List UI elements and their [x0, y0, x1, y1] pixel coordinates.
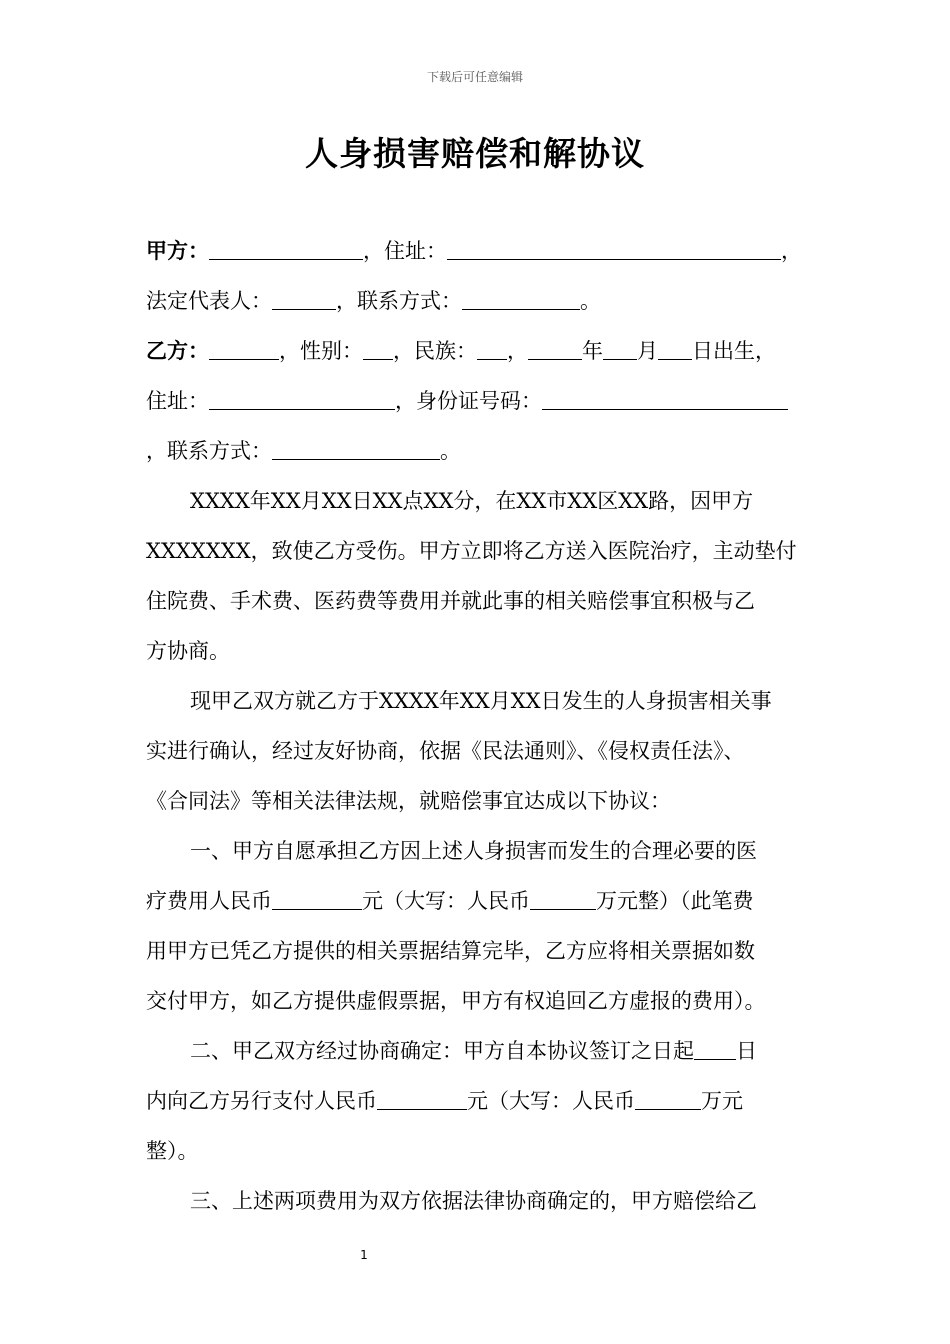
clause2-text: 元（大写：人民币 [467, 1089, 635, 1113]
party-a-rep-line [146, 286, 806, 316]
clause2-line [146, 1086, 806, 1116]
party-b-end: 。 [440, 439, 461, 463]
party-a-label: 甲方： [146, 239, 209, 263]
paragraph-line: 实进行确认，经过友好协商，依据《民法通则》、《侵权责任法》、 [146, 739, 745, 763]
rep-blank [272, 287, 336, 310]
amount-blank [272, 887, 362, 910]
party-b-contact-line [146, 436, 806, 466]
year-label: 年 [582, 339, 603, 363]
year-blank [528, 337, 582, 360]
clause3-line: 三、上述两项费用为双方依据法律协商确定的，甲方赔偿给乙 [190, 1189, 757, 1213]
amount-blank [377, 1087, 467, 1110]
clause2-text: 万元 [701, 1089, 743, 1113]
clause1-text: 元（大写：人民币 [362, 889, 530, 913]
clause2-text: 二、甲乙双方经过协商确定：甲方自本协议签订之日起 [190, 1039, 694, 1063]
clause1-line: 用甲方已凭乙方提供的相关票据结算完毕，乙方应将相关票据如数 [146, 939, 755, 963]
id-blank [542, 387, 788, 410]
clause1-text: 万元整）（此笔费 [596, 889, 754, 913]
party-a-tail: ， [781, 239, 802, 263]
day-born-label: 日出生， [692, 339, 776, 363]
clause1-line [146, 886, 806, 916]
clause2-line [190, 1036, 806, 1066]
party-b-label: 乙方： [146, 339, 209, 363]
month-blank [603, 337, 637, 360]
paragraph-line: XXXXXXX，致使乙方受伤。甲方立即将乙方送入医院治疗，主动垫付 [146, 539, 797, 563]
days-blank [694, 1037, 736, 1060]
ethnic-blank [477, 337, 507, 360]
document-title: 人身损害赔偿和解协议 [305, 134, 645, 173]
ethnic-label: ，民族： [393, 339, 477, 363]
clause2-line: 整）。 [146, 1139, 199, 1163]
party-a-line [146, 236, 806, 266]
party-b-name-blank [209, 337, 279, 360]
party-a-address-blank [447, 237, 781, 260]
paragraph-line: XXXX年XX月XX日XX点XX分，在XX市XX区XX路，因甲方 [190, 489, 754, 513]
party-b-contact-blank [272, 437, 440, 460]
gender-blank [363, 337, 393, 360]
amount-words-blank [635, 1087, 701, 1110]
party-a-end: 。 [580, 289, 601, 313]
clause1-text: 疗费用人民币 [146, 889, 272, 913]
month-label: 月 [637, 339, 658, 363]
gender-label: ，性别： [279, 339, 363, 363]
rep-label: 法定代表人： [146, 289, 272, 313]
party-b-contact-label: ，联系方式： [146, 439, 272, 463]
party-b-line [146, 336, 806, 366]
amount-words-blank [530, 887, 596, 910]
page-number: 1 [360, 1248, 368, 1262]
party-a-address-label: ，住址： [363, 239, 447, 263]
party-b-address-label: 住址： [146, 389, 209, 413]
paragraph-line: 方协商。 [146, 639, 230, 663]
paragraph-line: 《合同法》等相关法律法规，就赔偿事宜达成以下协议： [146, 789, 671, 813]
clause2-text: 日 [736, 1039, 757, 1063]
id-label: ，身份证号码： [395, 389, 542, 413]
party-b-address-line [146, 386, 806, 416]
party-a-name-blank [209, 237, 363, 260]
party-a-contact-blank [462, 287, 580, 310]
party-a-contact-label: ，联系方式： [336, 289, 462, 313]
day-blank [658, 337, 692, 360]
paragraph-line: 现甲乙双方就乙方于XXXX年XX月XX日发生的人身损害相关事 [190, 689, 772, 713]
clause2-text: 内向乙方另行支付人民币 [146, 1089, 377, 1113]
paragraph-line: 住院费、手术费、医药费等费用并就此事的相关赔偿事宜积极与乙 [146, 589, 755, 613]
party-b-address-blank [209, 387, 395, 410]
clause1-line: 一、甲方自愿承担乙方因上述人身损害而发生的合理必要的医 [190, 839, 757, 863]
comma: ， [507, 339, 528, 363]
header-note: 下载后可任意编辑 [426, 70, 523, 84]
clause1-line: 交付甲方，如乙方提供虚假票据，甲方有权追回乙方虚报的费用）。 [146, 989, 766, 1013]
